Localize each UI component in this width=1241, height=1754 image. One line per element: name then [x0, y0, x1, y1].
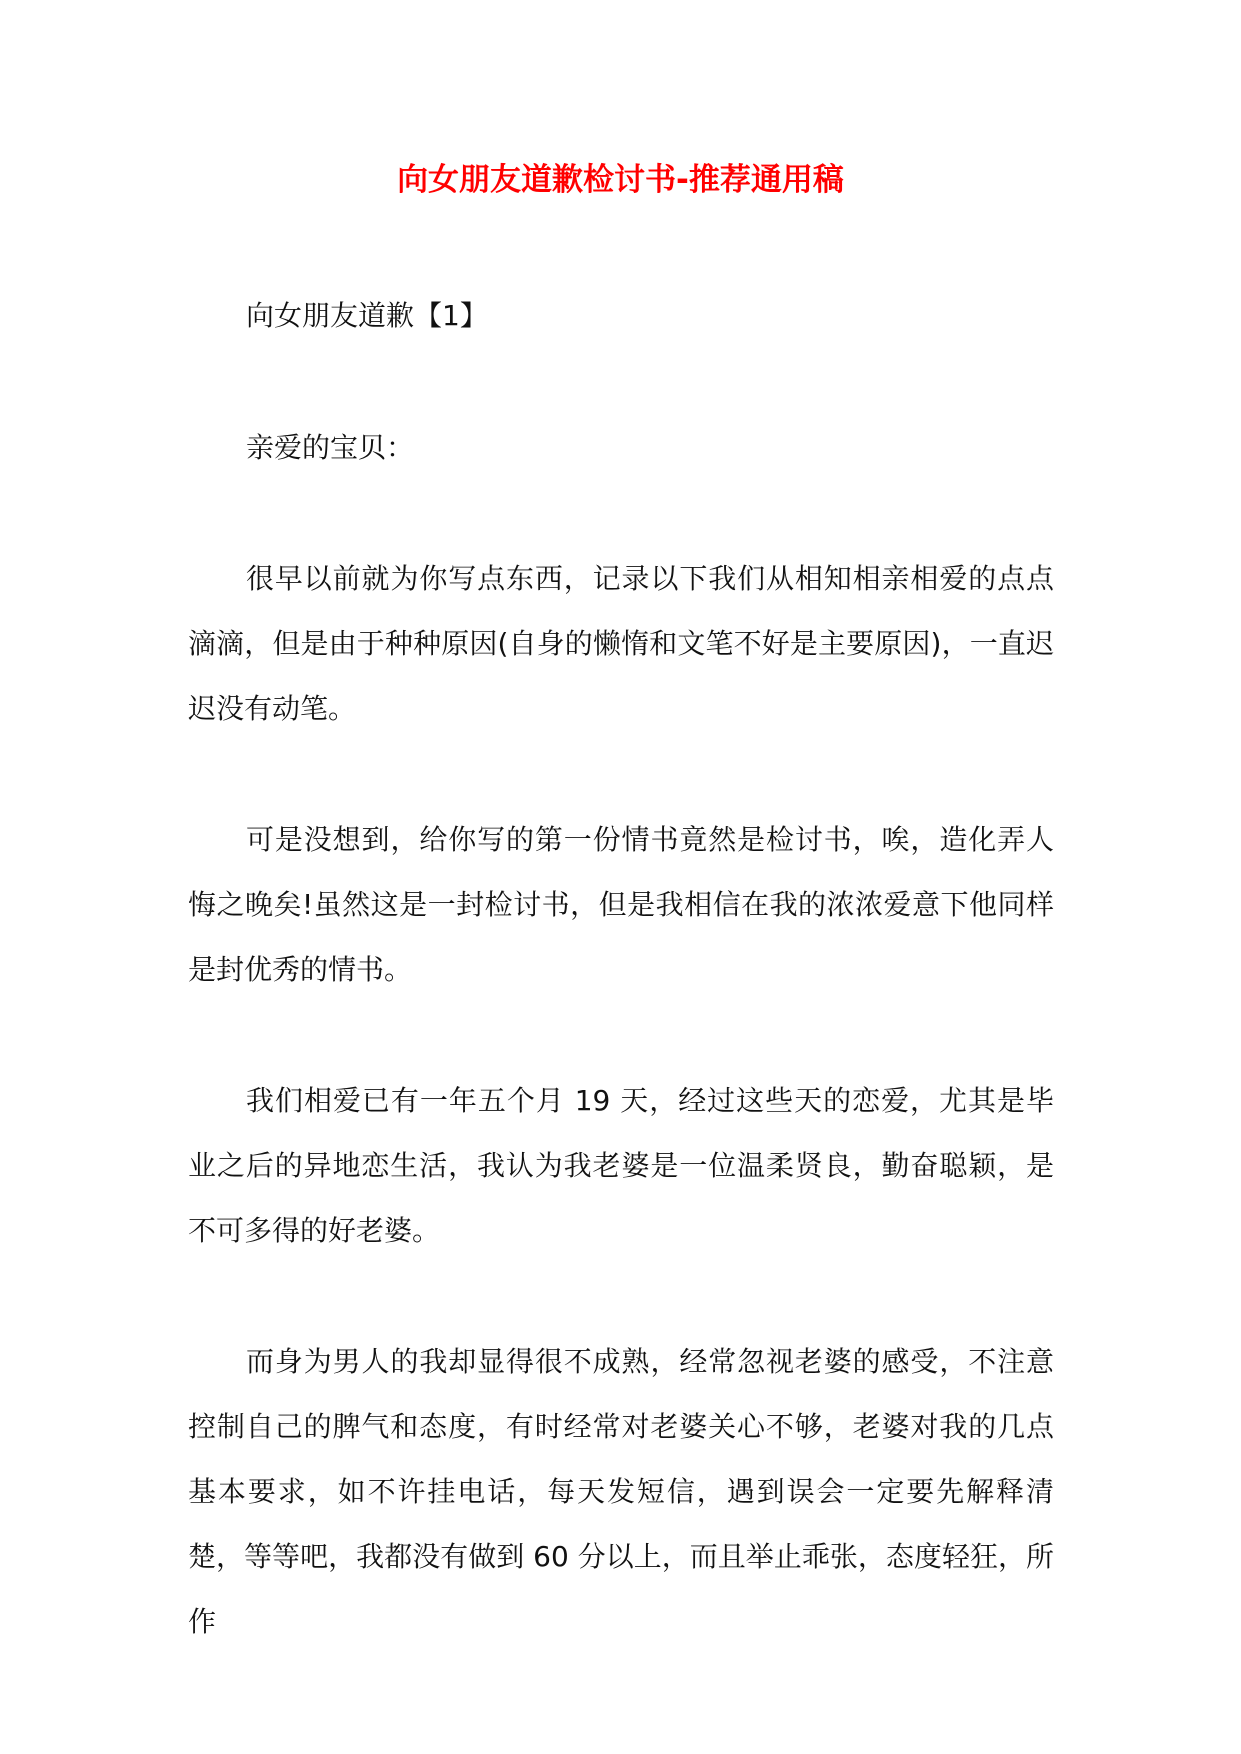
body-paragraph-4: 而身为男人的我却显得很不成熟，经常忽视老婆的感受，不注意控制自己的脾气和态度，有时经常对老婆关心不够，老婆对我的几点基本要求，如不许挂电话，每天发短信，遇到误会一定要先解释清楚，等等吧，我都没有做到 60 分以上，而且举止乖张，态度轻狂，所作 — [188, 1345, 1054, 1638]
section-heading: 向女朋友道歉【1】 — [246, 299, 488, 332]
document-title: 向女朋友道歉检讨书-推荐通用稿 — [397, 162, 844, 198]
body-paragraph-2: 可是没想到，给你写的第一份情书竟然是检讨书，唉，造化弄人悔之晚矣!虽然这是一封检讨书，但是我相信在我的浓浓爱意下他同样是封优秀的情书。 — [188, 823, 1054, 986]
salutation: 亲爱的宝贝： — [246, 431, 415, 464]
body-paragraph-3: 我们相爱已有一年五个月 19 天，经过这些天的恋爱，尤其是毕业之后的异地恋生活，我认为我老婆是一位温柔贤良，勤奋聪颖，是不可多得的好老婆。 — [188, 1084, 1054, 1247]
body-paragraph-1: 很早以前就为你写点东西，记录以下我们从相知相亲相爱的点点滴滴，但是由于种种原因(自身的懒惰和文笔不好是主要原因)，一直迟迟没有动笔。 — [188, 562, 1054, 725]
